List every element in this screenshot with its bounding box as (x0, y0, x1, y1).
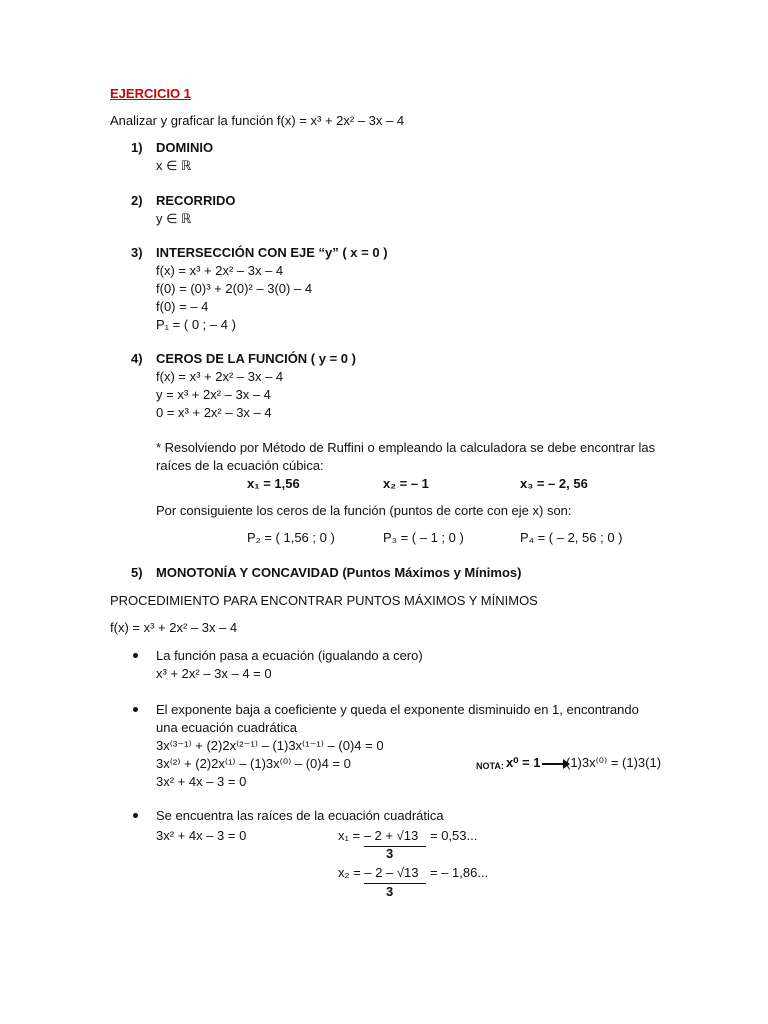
nota-label: NOTA: (476, 761, 504, 771)
section-4-number: 4) (131, 351, 143, 366)
bullet-2-line-1: El exponente baja a coeficiente y queda el exponente disminuido en 1, encontrando (156, 702, 639, 717)
root-x3: x₃ = – 2, 56 (520, 476, 588, 491)
bullet-1-dot (133, 653, 138, 658)
function-line: f(x) = x³ + 2x² – 3x – 4 (110, 620, 238, 635)
section-2-number: 2) (131, 193, 143, 208)
bullet-2-line-3: 3x⁽³⁻¹⁾ + (2)2x⁽²⁻¹⁾ – (1)3x⁽¹⁻¹⁾ – (0)4 = 0 (156, 738, 384, 753)
section-5-number: 5) (131, 565, 143, 580)
nota-b: (1)3x⁽⁰⁾ = (1)3(1) (566, 755, 662, 770)
section-3-line-1: f(x) = x³ + 2x² – 3x – 4 (156, 263, 284, 278)
nota-a: x⁰ = 1 (506, 755, 541, 770)
section-4-heading: CEROS DE LA FUNCIÓN ( y = 0 ) (156, 351, 356, 366)
root-1-denominator: 3 (386, 846, 394, 861)
section-3-line-4: P₁ = ( 0 ; – 4 ) (156, 317, 236, 332)
section-4-note-1: * Resolviendo por Método de Ruffini o empleando la calculadora se debe encontrar las (156, 440, 656, 455)
root-x2: x₂ = – 1 (383, 476, 429, 491)
bullet-2-line-4: 3x⁽²⁾ + (2)2x⁽¹⁾ – (1)3x⁽⁰⁾ – (0)4 = 0 (156, 756, 351, 771)
bullet-2-line-5: 3x² + 4x – 3 = 0 (156, 774, 247, 789)
section-4-line-2: y = x³ + 2x² – 3x – 4 (156, 387, 271, 402)
section-1-heading: DOMINIO (156, 140, 214, 155)
bullet-1-line-1: La función pasa a ecuación (igualando a cero) (156, 648, 423, 663)
root-1-fraction-bar (364, 846, 426, 847)
root-1-result: = 0,53... (430, 828, 478, 843)
root-2-fraction-bar (364, 883, 426, 884)
bullet-3-line-1: Se encuentra las raíces de la ecuación cuadrática (156, 808, 444, 823)
section-3-line-2: f(0) = (0)³ + 2(0)² – 3(0) – 4 (156, 281, 313, 296)
bullet-2-dot (133, 707, 138, 712)
root-2-denominator: 3 (386, 884, 394, 899)
section-3-number: 3) (131, 245, 143, 260)
root-2-numerator: x₂ = – 2 – √13 (338, 865, 419, 880)
bullet-3-dot (133, 813, 138, 818)
root-2-result: = – 1,86... (430, 865, 489, 880)
procedure-heading: PROCEDIMIENTO PARA ENCONTRAR PUNTOS MÁXIMOS Y MÍNIMOS (110, 593, 538, 608)
section-1-line: x ∈ ℝ (156, 158, 192, 173)
page-title: EJERCICIO 1 (110, 86, 191, 101)
bullet-3-line-2: 3x² + 4x – 3 = 0 (156, 828, 247, 843)
section-3-heading: INTERSECCIÓN CON EJE “y” ( x = 0 ) (156, 245, 388, 260)
point-p2: P₂ = ( 1,56 ; 0 ) (247, 530, 335, 545)
section-3-line-3: f(0) = – 4 (156, 299, 209, 314)
section-5-heading: MONOTONÍA Y CONCAVIDAD (Puntos Máximos y Mínimos) (156, 565, 522, 580)
intro-text: Analizar y graficar la función f(x) = x³ + 2x² – 3x – 4 (110, 113, 405, 128)
section-1-number: 1) (131, 140, 143, 155)
point-p4: P₄ = ( – 2, 56 ; 0 ) (520, 530, 623, 545)
section-4-conclusion: Por consiguiente los ceros de la función (puntos de corte con eje x) son: (156, 503, 572, 518)
bullet-2-line-2: una ecuación cuadrática (156, 720, 297, 735)
root-1-numerator: x₁ = – 2 + √13 (338, 828, 419, 843)
section-4-line-3: 0 = x³ + 2x² – 3x – 4 (156, 405, 272, 420)
section-4-note-2: raíces de la ecuación cúbica: (156, 458, 324, 473)
root-x1: x₁ = 1,56 (247, 476, 300, 491)
arrow-icon (542, 763, 564, 765)
section-4-line-1: f(x) = x³ + 2x² – 3x – 4 (156, 369, 284, 384)
section-2-line: y ∈ ℝ (156, 211, 192, 226)
bullet-1-line-2: x³ + 2x² – 3x – 4 = 0 (156, 666, 272, 681)
point-p3: P₃ = ( – 1 ; 0 ) (383, 530, 464, 545)
section-2-heading: RECORRIDO (156, 193, 236, 208)
